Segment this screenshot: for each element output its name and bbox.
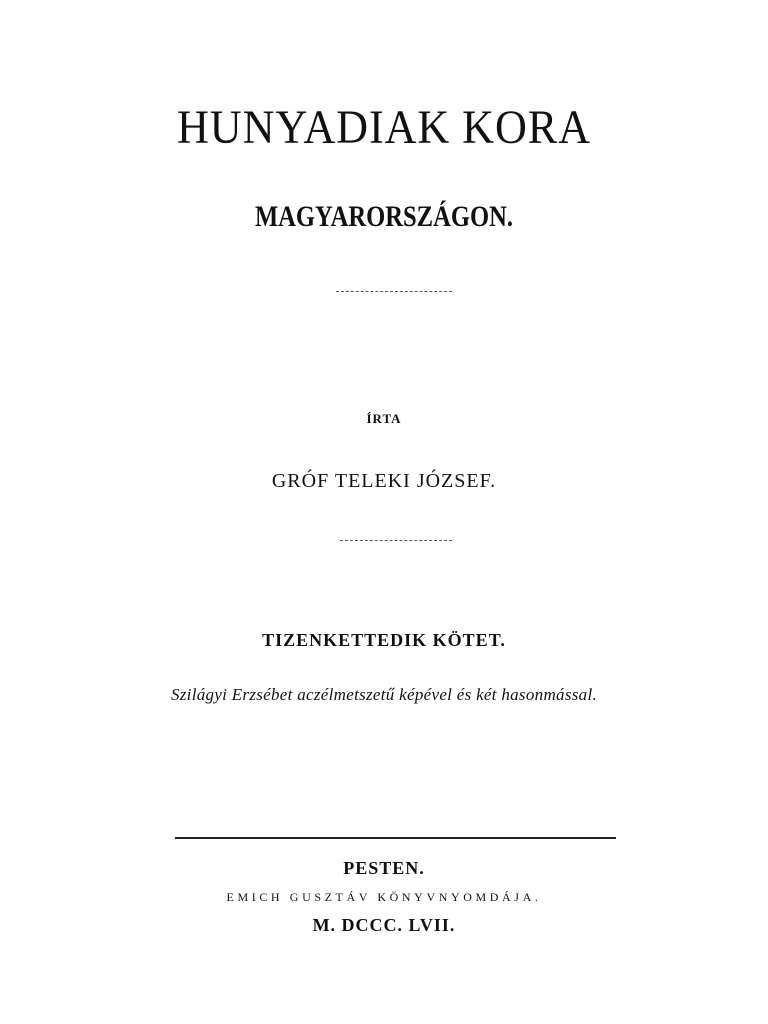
volume-label: TIZENKETTEDIK KÖTET. <box>262 630 506 650</box>
ornamental-rule-middle <box>340 540 452 541</box>
book-title: HUNYADIAK KORA <box>177 101 591 154</box>
book-subtitle: MAGYARORSZÁGON. <box>254 200 514 233</box>
imprint-rule <box>175 837 616 839</box>
volume-description: Szilágyi Erzsébet aczélmetszetű képével és két hasonmással. <box>170 685 598 704</box>
imprint-year: M. DCCC. LVII. <box>312 915 456 935</box>
imprint-printer: EMICH GUSZTÁV KÖNYVNYOMDÁJA. <box>226 890 542 904</box>
author-name: GRÓF TELEKI JÓZSEF. <box>271 470 497 492</box>
imprint-city: PESTEN. <box>343 858 425 878</box>
byline-label: ÍRTA <box>366 411 402 426</box>
ornamental-rule-top <box>336 291 452 292</box>
